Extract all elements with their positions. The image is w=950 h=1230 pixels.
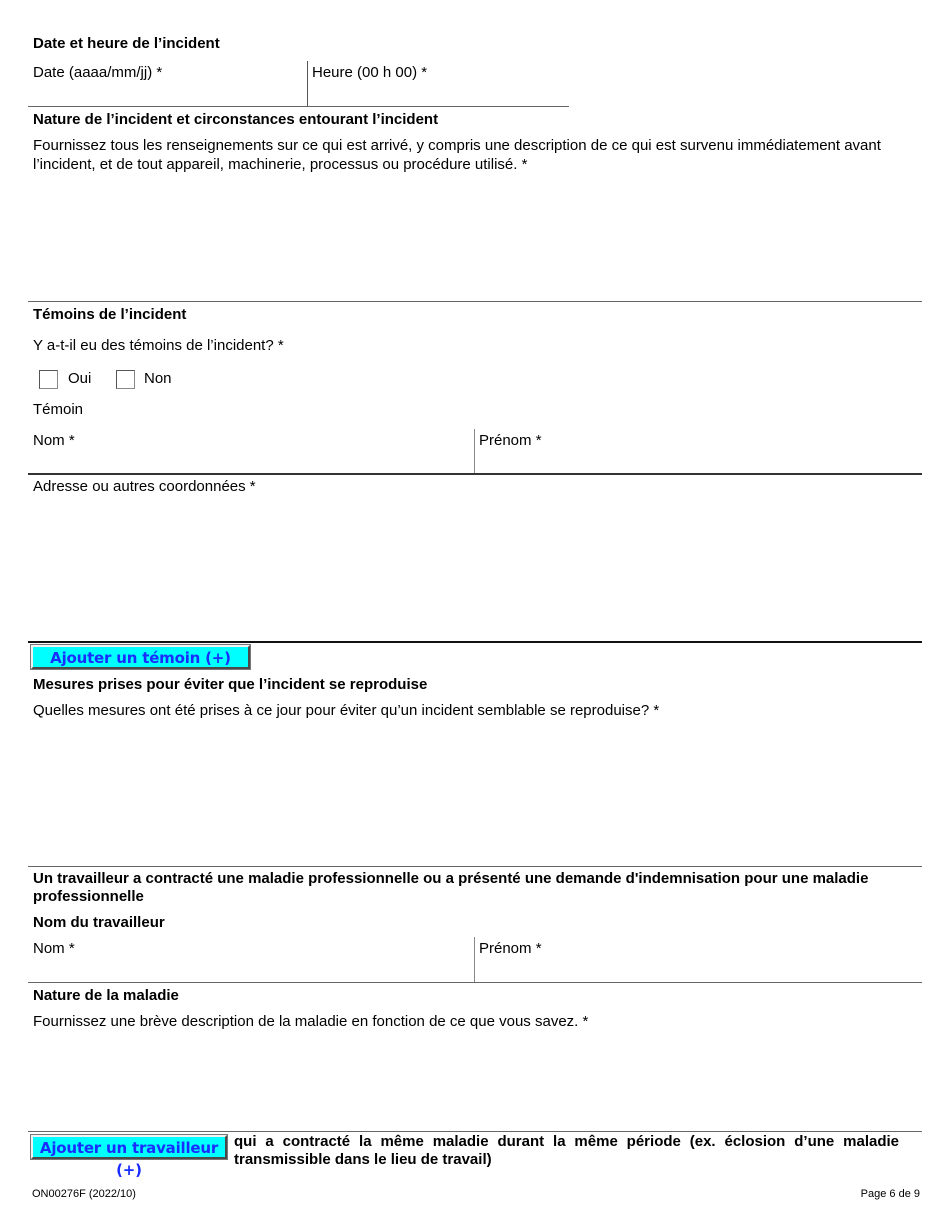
page-number: Page 6 de 9	[860, 1188, 920, 1200]
incident-date-field[interactable]	[28, 60, 308, 106]
worker-first-name-field[interactable]	[475, 936, 922, 982]
incident-date-label: Date (aaaa/mm/jj) *	[33, 64, 163, 81]
witness-first-name-label: Prénom *	[479, 432, 542, 449]
add-worker-note: qui a contracté la même maladie durant la même période (ex. éclosion d’une maladie transmissible dans le lieu de travail)	[234, 1133, 899, 1168]
prevention-textarea[interactable]	[28, 722, 922, 866]
witness-address-label: Adresse ou autres coordonnées *	[33, 478, 256, 495]
witness-yes-checkbox[interactable]	[39, 370, 58, 389]
witness-last-name-label: Nom *	[33, 432, 75, 449]
incident-nature-heading: Nature de l’incident et circonstances entourant l’incident	[33, 111, 439, 128]
incident-time-field[interactable]	[308, 60, 568, 106]
divider	[28, 1131, 922, 1132]
divider	[28, 866, 922, 867]
witness-first-name-field[interactable]	[475, 428, 922, 474]
prevention-question: Quelles mesures ont été prises à ce jour pour éviter qu’un incident semblable se reproduise? *	[33, 702, 660, 719]
prevention-heading: Mesures prises pour éviter que l’incident se reproduise	[33, 676, 428, 693]
witness-no-checkbox[interactable]	[116, 370, 135, 389]
illness-description-textarea[interactable]	[28, 1034, 922, 1130]
witness-label: Témoin	[33, 401, 84, 418]
worker-name-heading: Nom du travailleur	[33, 914, 165, 931]
form-code: ON00276F (2022/10)	[32, 1188, 136, 1200]
divider	[28, 641, 922, 643]
incident-nature-instructions: Fournissez tous les renseignements sur ce qui est arrivé, y compris une description de ce qui est survenu immédiatement avant l’incident, et de tout appareil, machinerie, processus ou procédure utilisé. *	[33, 137, 881, 173]
divider	[28, 301, 922, 302]
witness-last-name-field[interactable]	[28, 428, 474, 474]
occupational-illness-heading: Un travailleur a contracté une maladie professionnelle ou a présenté une demande d'indemnisation pour une maladie professionnelle	[33, 870, 869, 905]
incident-datetime-heading: Date et heure de l’incident	[33, 35, 220, 52]
witness-address-textarea[interactable]	[28, 475, 922, 640]
divider	[28, 106, 569, 107]
illness-instructions: Fournissez une brève description de la maladie en fonction de ce que vous savez. *	[33, 1013, 589, 1030]
witnesses-heading: Témoins de l’incident	[33, 306, 187, 323]
witnesses-question: Y a-t-il eu des témoins de l’incident? *	[33, 337, 284, 354]
add-worker-button[interactable]: Ajouter un travailleur (+)	[31, 1135, 227, 1159]
witness-no-label: Non	[144, 370, 172, 387]
worker-first-name-label: Prénom *	[479, 940, 542, 957]
worker-last-name-label: Nom *	[33, 940, 75, 957]
witness-yes-label: Oui	[68, 370, 92, 387]
divider	[28, 982, 922, 983]
worker-last-name-field[interactable]	[28, 936, 474, 982]
illness-nature-heading: Nature de la maladie	[33, 987, 179, 1004]
incident-time-label: Heure (00 h 00) *	[312, 64, 428, 81]
incident-nature-textarea[interactable]	[28, 176, 922, 300]
add-witness-button[interactable]: Ajouter un témoin (+)	[31, 645, 250, 669]
